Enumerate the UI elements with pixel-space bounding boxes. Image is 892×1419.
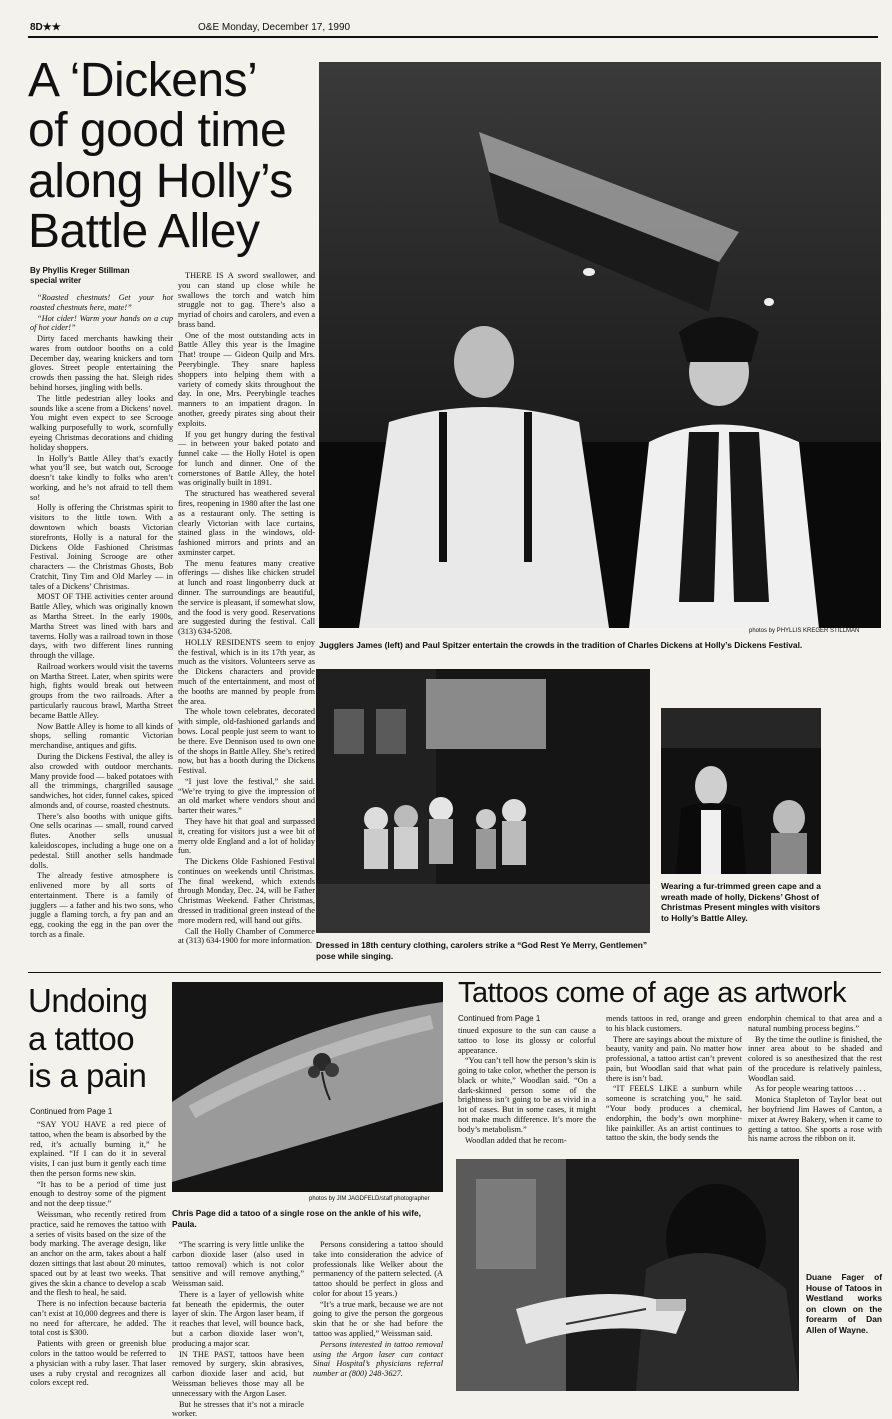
carolers-caption: Dressed in 18th century clothing, carolers strike a “God Rest Ye Merry, Gentlemen” pose while singing. [316, 940, 656, 961]
paragraph: Call the Holly Chamber of Commerce at (313) 634-1900 for more information. [178, 927, 315, 947]
paragraph: Woodlan added that he recom- [458, 1136, 596, 1146]
artwork-headline: Tattoos come of age as artwork [458, 978, 883, 1008]
tattoo-caption: Chris Page did a tatoo of a single rose on the ankle of his wife, Paula. [172, 1208, 442, 1229]
page-header [28, 22, 878, 36]
paragraph: “The scarring is very little unlike the carbon dioxide laser (also used in tattoo removal) which is not color sensitive and will remove anything,” Weissman said. [172, 1240, 304, 1289]
byline-title: special writer [30, 276, 175, 286]
artwork-column-1 [458, 1026, 596, 1146]
paragraph: Railroad workers would visit the taverns on Martha Street. Later, when spirits were high, fights would break out between groups from the two railroads. After a particularly raucous brawl, Martha Street became Battle Alley. [30, 662, 173, 721]
paragraph: tinued exposure to the sun can cause a tattoo to lose its glossy or colorful appearance. [458, 1026, 596, 1055]
paragraph: endorphin chemical to that area and a natural numbing process begins.” [748, 1014, 882, 1034]
paragraph: As for people wearing tattoos . . . [748, 1084, 882, 1094]
paragraph: They have hit that goal and surpassed it, creating for visitors just a wee bit of merry olde England and a lot of holiday fun. [178, 817, 315, 856]
paragraph: There’s also booths with unique gifts. One sells ocarinas — small, round carved flutes. Another sells unusual kaleidoscopes, including a huge one on a pedestal. Still another sells handmade dolls. [30, 812, 173, 871]
paragraph: “IT FEELS LIKE a sunburn while someone is scratching you,” he said. “Your body produces a chemical, endorphin, the body’s own morphine-like painkiller. As an artist continues to tattoo the skin, the body sends the [606, 1084, 742, 1143]
header-rule [28, 36, 878, 38]
paragraph: By the time the outline is finished, the inner area about to be shaded and colored is so anesthesized that the rest of the procedure is relatively painless, Woodlan said. [748, 1035, 882, 1084]
artwork-continued: Continued from Page 1 [458, 1014, 598, 1023]
paragraph: There is no infection because bacteria can’t exist at 10,000 degrees and there is no need for aftercare, he added. The total cost is $300. [30, 1299, 166, 1338]
paragraph: The Dickens Olde Fashioned Festival continues on weekends until Christmas. The final weekend, which extends through Monday, Dec. 24, will be Father Christmas Weekend. Father Christmas, dressed in traditional green instead of the more modern red, will hand out gifts. [178, 857, 315, 925]
paragraph: “You can’t tell how the person’s skin is going to take color, whether the person is black or white,” Woodlan said. “On a dark-skinned person some of the brightness isn’t going to be as vivid in a lot of cases. But in some cases, it might not make much difference. It’s more the body’s metabolism.” [458, 1056, 596, 1134]
paragraph: “SAY YOU HAVE a red piece of tattoo, when the beam is absorbed by the red, it’s actually burning it,” he explained. “If I can do it in several visits, I can just burn it gently each time then the person forms new skin. [30, 1120, 166, 1179]
paragraph: The already festive atmosphere is enlivened more by all sorts of entertainment. There is a family of jugglers — a father and his two sons, who juggle a flaming torch, a fry pan and an egg, cooking the egg in the pan over the torch as a finale. [30, 871, 173, 939]
rose-tattoo-image [172, 982, 443, 1192]
jugglers-caption: Jugglers James (left) and Paul Spitzer entertain the crowds in the tradition of Charles Dickens at Holly’s Dickens Festival. [319, 640, 889, 651]
jugglers-photo [319, 62, 881, 628]
paragraph: The whole town celebrates, decorated with simple, old-fashioned garlands and bows. Local people just seem to want to be there. Eve Dennison used to own one of the shops in Battle Alley. She’s retired now, but has a booth during the Dickens Festival. [178, 707, 315, 775]
paragraph: In Holly’s Battle Alley that’s exactly what you’ll see, but watch out, Scrooge doesn’t take kindly to folks who aren’t working, and he’s not afraid to tell them so! [30, 454, 173, 503]
paragraph: “It has to be a period of time just enough to destroy some of the pigment and not the deep tissue.” [30, 1180, 166, 1209]
headline-line: is a pain [28, 1057, 170, 1095]
paragraph: The structured has weathered several fires, reopening in 1980 after the last one as a restaurant only. The setting is clearly Victorian with lace curtains, stained glass in the windows, old-fashioned mirrors and prints and an axminster carpet. [178, 489, 315, 557]
main-column-1 [30, 293, 173, 961]
paragraph: THERE IS A sword swallower, and you can stand up close while he swallows the torch and watch him struggle not to gag. There’s also a myriad of choirs and carolers, and even a brass band. [178, 271, 315, 330]
tattoo-artist-photo [456, 1159, 799, 1391]
paragraph: Persons considering a tattoo should take into consideration the advice of professionals like Welker about the permanency of the pattern selected. (A tattoo should be perfect in gloss and color for about 15 years.) [313, 1240, 443, 1299]
paragraph: Holly is offering the Christmas spirit to visitors to the little town. With a downtown which boasts Victorian storefronts, Holly is a natural for the Dickens Olde Fashioned Christmas Festival. Joining Scrooge are other characters — the Christmas Ghosts, Bob Cratchit, Tiny Tim and Old Marley — in tales of a Dickens’ Christmas. [30, 503, 173, 591]
paragraph: Monica Stapleton of Taylor beat out her boyfriend Jim Hawes of Canton, a mixer at Awrey Bakery, when it came to getting a tattoo. She sports a rose with his name across the ribbon on it. [748, 1095, 882, 1144]
paragraph: MOST OF THE activities center around Battle Alley, which was originally known as Martha Street. In the early 1900s, Martha Street was lined with bars and taverns. Holly was a railroad town in those days, with two different lines running through the village. [30, 592, 173, 660]
headline-line: A ‘Dickens’ [28, 56, 318, 106]
paragraph: The little pedestrian alley looks and sounds like a scene from a Dickens’ novel. You might even expect to see Scrooge walking purposefully to work, scornfully eyeing Christmas decorations and chiding holiday shoppers. [30, 394, 173, 453]
paragraph: “Hot cider! Warm your hands on a cup of hot cider!” [30, 314, 173, 334]
tattoo-column-3 [313, 1240, 443, 1400]
page-number: 8D★★ [30, 22, 61, 33]
paragraph: There is a layer of yellowish white fat beneath the epidermis, the outer layer of skin. The Argon laser beam, if it reaches that level, will bounce back, but a carbon dioxide laser won’t, producing a major scar. [172, 1290, 304, 1349]
headline-line: Battle Alley [28, 207, 318, 257]
ghost-photo [661, 708, 821, 874]
main-photo-credit: photos by PHYLLIS KREGER STILLMAN [749, 628, 889, 634]
paragraph: But he stresses that it’s not a miracle worker. [172, 1400, 304, 1419]
artwork-caption: Duane Fager of House of Tatoos in Westland works on clown on the forearm of Dan Allen of Wayne. [806, 1272, 882, 1335]
paragraph: If you get hungry during the festival — in between your baked potato and funnel cake — the Holly Hotel is open for lunch and dinner. One of the cornerstones of Battle Alley, the hotel was originally built in 1891. [178, 430, 315, 489]
paragraph: Weissman, who recently retired from practice, said he removes the tattoo with a series of visits based on the size of the body marking. The average design, like an anchor on the arm, takes about a half dozen sittings that last about 20 minutes, spaced out by at least two weeks. That gives the skin a chance to develop a scab and the flesh to heal, he said. [30, 1210, 166, 1298]
ghost-image [661, 708, 821, 874]
headline-line: of good time [28, 106, 318, 156]
paragraph: “Roasted chestnuts! Get your hot roasted chestnuts here, mate!” [30, 293, 173, 313]
section-date: O&E Monday, December 17, 1990 [198, 22, 350, 33]
paragraph: “I just love the festival,” she said. “We’re trying to give the impression of an old market where vendors shout and barter their wares.” [178, 777, 315, 816]
paragraph: HOLLY RESIDENTS seem to enjoy the festival, which is in its 17th year, as much as the visitors. Volunteers serve as the Dickens characters and provide much of the entertainment, and most of the booths are manned by people from the area. [178, 638, 315, 706]
paragraph: “It’s a true mark, because we are not going to give the person the gorgeous skin that he or she had before the tattoo was applied,” Weissman said. [313, 1300, 443, 1339]
paragraph: Dirty faced merchants hawking their wares from outdoor booths on a cold December day, wearing knickers and torn gloves. Street people entertaining the crowds then passing the hat. Sleigh rides behind horses, jingling with bells. [30, 334, 173, 393]
paragraph: Patients with green or greenish blue colors in the tattoo would be referred to a physician with a ruby laser. That laser uses a ruby crystal and recognizes all colors except red. [30, 1339, 166, 1388]
artwork-column-2 [606, 1014, 742, 1146]
paragraph: The menu features many creative offerings — dishes like chicken strudel at lunch and roast lingonberry duck at dinner. The surroundings are beautiful, the service is pleasant, if somewhat slow, and the food is very good. Reservations are suggested during the festival. Call (313) 634-5208. [178, 559, 315, 637]
paragraph: Now Battle Alley is home to all kinds of shops, selling romantic Victorian merchandise, antiques and gifts. [30, 722, 173, 751]
headline-line: along Holly’s [28, 157, 318, 207]
ghost-caption: Wearing a fur-trimmed green cape and a wreath made of holly, Dickens’ Ghost of Christmas Present mingles with visitors to Holly’s Battle Alley. [661, 881, 826, 923]
paragraph: There are sayings about the mixture of beauty, vanity and pain. No matter how professional, a tattoo artist can’t prevent pain, but Woodlan said that what pain there is isn’t bad. [606, 1035, 742, 1084]
tattoo-column-2 [172, 1240, 304, 1400]
section-divider [28, 972, 881, 973]
tattoo-continued: Continued from Page 1 [30, 1107, 170, 1116]
byline [30, 266, 175, 285]
paragraph: One of the most outstanding acts in Battle Alley this year is the Imagine That! troupe — Gideon Quilp and Mrs. Peerybingle. They snare hapless shoppers into helping them with a variety of comedy skits throughout the day. In one, Mrs. Peerybingle teaches manners to an impatient dragon. In another, greedy pirates sing about their exploits. [178, 331, 315, 429]
headline-line: Undoing [28, 982, 170, 1020]
headline-line: a tattoo [28, 1020, 170, 1058]
carolers-photo [316, 669, 650, 933]
carolers-image [316, 669, 650, 933]
tattoo-column-1 [30, 1120, 166, 1400]
artwork-column-3 [748, 1014, 882, 1146]
paragraph: IN THE PAST, tattoos have been removed by surgery, skin abrasives, carbon dioxide laser and acid, but Weissman believes those may all be unnecessary with the Argon Laser. [172, 1350, 304, 1399]
paragraph: mends tattoos in red, orange and green to his black customers. [606, 1014, 742, 1034]
paragraph: During the Dickens Festival, the alley is also crowded with outdoor merchants. Many provide food — baked potatoes with all the trimmings, chargrilled sausage sandwiches, hot cider, funnel cakes, spiced almonds and, of course, roasted chestnuts. [30, 752, 173, 811]
tattoo-headline [28, 982, 170, 1095]
rose-tattoo-photo [172, 982, 443, 1192]
main-headline [28, 56, 318, 258]
tattoo-photo-credit: photos by JIM JAGDFELD/staff photographer [309, 1196, 449, 1202]
main-column-2 [178, 271, 315, 961]
byline-name: By Phyllis Kreger Stillman [30, 266, 175, 276]
jugglers-image [319, 62, 881, 628]
tattoo-artist-image [456, 1159, 799, 1391]
tattoo-note: Persons interested in tattoo removal using the Argon laser can contact Sinai Hospital’s physicians referral number at (800) 248-3627. [313, 1340, 443, 1379]
